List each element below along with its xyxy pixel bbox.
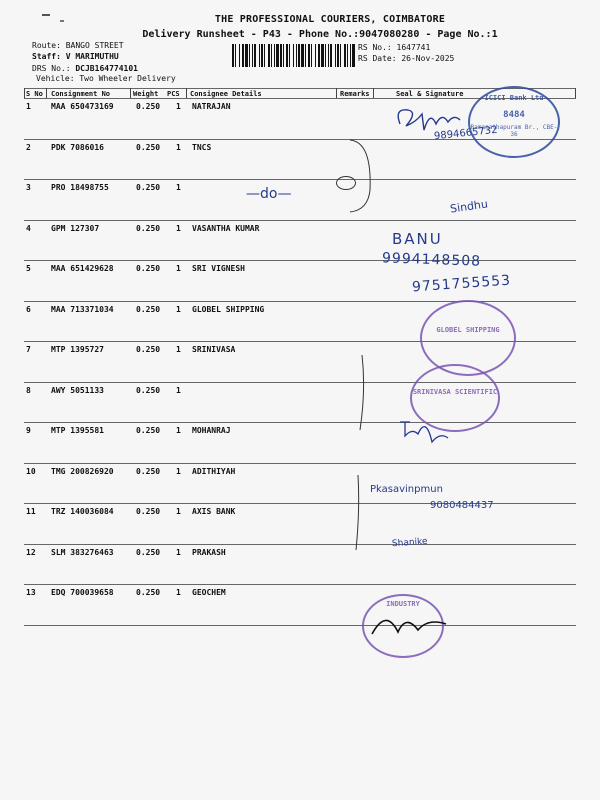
barcode-bar xyxy=(249,44,250,67)
col-consignee: Consignee Details xyxy=(190,90,262,98)
cell-pcs: 1 xyxy=(176,547,181,557)
barcode-bar xyxy=(261,44,263,67)
barcode-bar xyxy=(328,44,329,67)
cell-consignment: MAA 651429628 xyxy=(51,264,114,273)
bank-stamp xyxy=(468,86,560,158)
handwriting-row12-name: Shanike xyxy=(391,536,428,550)
cell-pcs: 1 xyxy=(176,142,181,152)
handwriting-row11-phone: 9080484437 xyxy=(430,500,494,511)
cell-weight: 0.250 xyxy=(136,466,161,476)
cell-pcs: 1 xyxy=(176,466,181,476)
company-title: THE PROFESSIONAL COURIERS, COIMBATORE xyxy=(214,14,446,25)
cell-pcs: 1 xyxy=(176,304,181,314)
cell-weight: 0.250 xyxy=(136,304,161,314)
row-divider xyxy=(24,260,576,261)
staff-label: Staff: xyxy=(32,52,61,61)
barcode-bar xyxy=(252,44,253,67)
cell-consignment: GPM 127307 xyxy=(51,223,100,233)
cell-consignment: AWY 5051133 xyxy=(51,385,104,395)
cell-consignment: MAA 713371034 xyxy=(51,304,114,314)
cell-pcs: 1 xyxy=(176,507,181,516)
cell-sno: 6 xyxy=(26,304,31,314)
geochem-stamp-text: INDUSTRY xyxy=(386,600,420,608)
barcode-bar xyxy=(350,44,351,67)
handwriting-row4-name: BANU xyxy=(392,230,443,248)
srinivasa-stamp-text: SRINIVASA SCIENTIFIC xyxy=(412,388,498,396)
cell-consignment: MTP 1395727 xyxy=(51,345,104,354)
bank-stamp-name: ICICI Bank Ltd xyxy=(484,94,544,102)
cell-sno: 8 xyxy=(26,385,31,395)
barcode-bar xyxy=(235,44,236,67)
rs-no-value: 1647741 xyxy=(396,43,431,52)
cell-sno: 4 xyxy=(26,223,31,233)
barcode-bar xyxy=(347,44,348,67)
cell-consignment: PDK 7086016 xyxy=(51,142,104,152)
cell-sno: 7 xyxy=(26,345,31,354)
cell-weight: 0.250 xyxy=(136,426,161,435)
cell-sno: 10 xyxy=(26,466,36,476)
barcode-bar xyxy=(268,44,270,67)
staff-value: V MARIMUTHU xyxy=(65,52,119,61)
barcode-bar xyxy=(298,44,300,67)
col-weight: Weight xyxy=(133,90,159,98)
handwriting-row11-note: Pkasavinpmun xyxy=(370,484,443,495)
handwriting-row4-phone: 9994148508 xyxy=(381,250,482,270)
cell-sno: 1 xyxy=(26,102,31,111)
remarks-brackets xyxy=(330,130,390,590)
cell-pcs: 1 xyxy=(176,183,181,192)
row-divider xyxy=(24,220,576,221)
col-divider xyxy=(24,88,25,98)
cell-weight: 0.250 xyxy=(136,264,161,273)
cell-consignee: MOHANRAJ xyxy=(192,426,231,435)
cell-consignment: EDQ 700039658 xyxy=(51,588,114,597)
col-divider xyxy=(373,88,374,98)
barcode-bar xyxy=(305,44,306,67)
barcode-bar xyxy=(308,44,310,67)
route-line xyxy=(32,41,124,50)
col-divider xyxy=(46,88,47,98)
cell-consignee: TNCS xyxy=(192,142,212,152)
cell-consignee: SRINIVASA xyxy=(192,345,236,354)
cell-sno: 5 xyxy=(26,264,31,273)
barcode-bar xyxy=(337,44,339,67)
rs-date-label: RS Date: xyxy=(358,54,397,63)
barcode-bar xyxy=(254,44,256,67)
cell-sno: 13 xyxy=(26,588,36,597)
staff-line xyxy=(32,52,119,61)
cell-consignee: NATRAJAN xyxy=(192,102,231,111)
cell-weight: 0.250 xyxy=(136,345,161,354)
barcode-bar xyxy=(344,44,346,67)
cell-consignee: GLOBEL SHIPPING xyxy=(192,304,265,314)
col-divider xyxy=(186,88,187,98)
barcode-bar xyxy=(330,44,332,67)
cell-weight: 0.250 xyxy=(136,142,161,152)
cell-weight: 0.250 xyxy=(136,507,161,516)
rs-no-line xyxy=(358,43,430,52)
cell-weight: 0.250 xyxy=(136,102,161,111)
barcode-bar xyxy=(242,44,244,67)
cell-consignment: MTP 1395581 xyxy=(51,426,104,435)
handwriting-row3-ditto: —do— xyxy=(246,186,292,202)
barcode-bar xyxy=(301,44,304,67)
col-seal-signature: Seal & Signature xyxy=(396,90,464,98)
cell-pcs: 1 xyxy=(176,385,181,395)
barcode-bar xyxy=(315,44,316,67)
barcode-bar xyxy=(293,44,294,67)
drs-label: DRS No.: xyxy=(32,64,71,73)
signature-row13 xyxy=(366,604,456,644)
scan-mark xyxy=(60,20,64,22)
cell-consignment: MAA 650473169 xyxy=(51,102,114,111)
cell-pcs: 1 xyxy=(176,264,181,273)
barcode-bar xyxy=(311,44,312,67)
col-remarks: Remarks xyxy=(340,90,370,98)
rs-date-line xyxy=(358,54,454,63)
barcode-bar xyxy=(286,44,288,67)
barcode-bar xyxy=(318,44,320,67)
cell-sno: 12 xyxy=(26,547,36,557)
cell-weight: 0.250 xyxy=(136,385,161,395)
barcode-bar xyxy=(271,44,272,67)
barcode-bar xyxy=(283,44,284,67)
barcode-bar xyxy=(239,44,240,67)
col-consignment: Consignment No xyxy=(51,90,111,98)
cell-sno: 3 xyxy=(26,183,31,192)
vehicle-line xyxy=(36,74,176,83)
barcode-bar xyxy=(289,44,290,67)
route-value: BANGO STREET xyxy=(65,41,124,50)
handwriting-row1-phone: 9894665732 xyxy=(433,124,499,143)
row-divider xyxy=(24,584,576,585)
row-divider xyxy=(24,544,576,545)
handwriting-row3-sig: Sindhu xyxy=(449,197,489,216)
barcode-bar xyxy=(325,44,326,67)
barcode-bar xyxy=(259,44,260,67)
drs-value: DCJB164774101 xyxy=(75,64,138,73)
drs-line xyxy=(32,64,138,73)
cell-weight: 0.250 xyxy=(136,588,161,597)
vehicle-label: Vehicle: xyxy=(36,74,75,83)
cell-consignee: VASANTHA KUMAR xyxy=(192,223,260,233)
barcode xyxy=(232,44,356,67)
row-divider xyxy=(24,625,576,626)
col-divider xyxy=(130,88,131,98)
cell-consignee: SRI VIGNESH xyxy=(192,264,245,273)
cell-sno: 11 xyxy=(26,507,36,516)
cell-pcs: 1 xyxy=(176,426,181,435)
cell-pcs: 1 xyxy=(176,223,181,233)
cell-weight: 0.250 xyxy=(136,223,161,233)
cell-sno: 9 xyxy=(26,426,31,435)
col-pcs: PCS xyxy=(167,90,180,98)
shipping-stamp-text: GLOBEL SHIPPING xyxy=(436,326,500,334)
col-sno: S No xyxy=(26,90,43,98)
rs-date-value: 26-Nov-2025 xyxy=(401,54,455,63)
cell-pcs: 1 xyxy=(176,345,181,354)
cell-consignment: TRZ 140036084 xyxy=(51,507,114,516)
cell-consignment: TMG 200826920 xyxy=(51,466,114,476)
cell-consignment: PRO 18498755 xyxy=(51,183,109,192)
barcode-bar xyxy=(274,44,275,67)
cell-pcs: 1 xyxy=(176,102,181,111)
handwriting-row5-phone: 9751755553 xyxy=(411,272,512,296)
barcode-bar xyxy=(296,44,297,67)
route-label: Route: xyxy=(32,41,61,50)
cell-consignee: ADITHIYAH xyxy=(192,466,236,476)
bank-stamp-code: 8484 xyxy=(503,110,525,120)
rs-no-label: RS No.: xyxy=(358,43,392,52)
barcode-bar xyxy=(232,44,234,67)
cell-consignee: GEOCHEM xyxy=(192,588,226,597)
barcode-bar xyxy=(340,44,341,67)
circled-mark xyxy=(336,176,356,190)
cell-weight: 0.250 xyxy=(136,547,161,557)
scan-mark xyxy=(42,14,50,16)
row-divider xyxy=(24,179,576,180)
row-divider xyxy=(24,422,576,423)
runsheet-title: Delivery Runsheet - P43 - Phone No.:9047080280 - Page No.:1 xyxy=(142,29,498,40)
col-divider xyxy=(575,88,576,98)
signature-row9 xyxy=(396,412,476,462)
barcode-bar xyxy=(280,44,282,67)
cell-sno: 2 xyxy=(26,142,31,152)
row-divider xyxy=(24,463,576,464)
barcode-bar xyxy=(276,44,279,67)
cell-consignee: AXIS BANK xyxy=(192,507,236,516)
barcode-bar xyxy=(335,44,336,67)
barcode-bar xyxy=(245,44,248,67)
cell-pcs: 1 xyxy=(176,588,181,597)
cell-weight: 0.250 xyxy=(136,183,161,192)
vehicle-value: Two Wheeler Delivery xyxy=(79,74,176,83)
barcode-bar xyxy=(264,44,265,67)
col-divider xyxy=(336,88,337,98)
barcode-bar xyxy=(352,44,355,67)
bank-stamp-branch: Ramanathapuram Br., CBE-36 xyxy=(470,124,558,138)
barcode-bar xyxy=(321,44,324,67)
cell-consignment: SLM 383276463 xyxy=(51,547,114,557)
cell-consignee: PRAKASH xyxy=(192,547,226,557)
row-divider xyxy=(24,301,576,302)
